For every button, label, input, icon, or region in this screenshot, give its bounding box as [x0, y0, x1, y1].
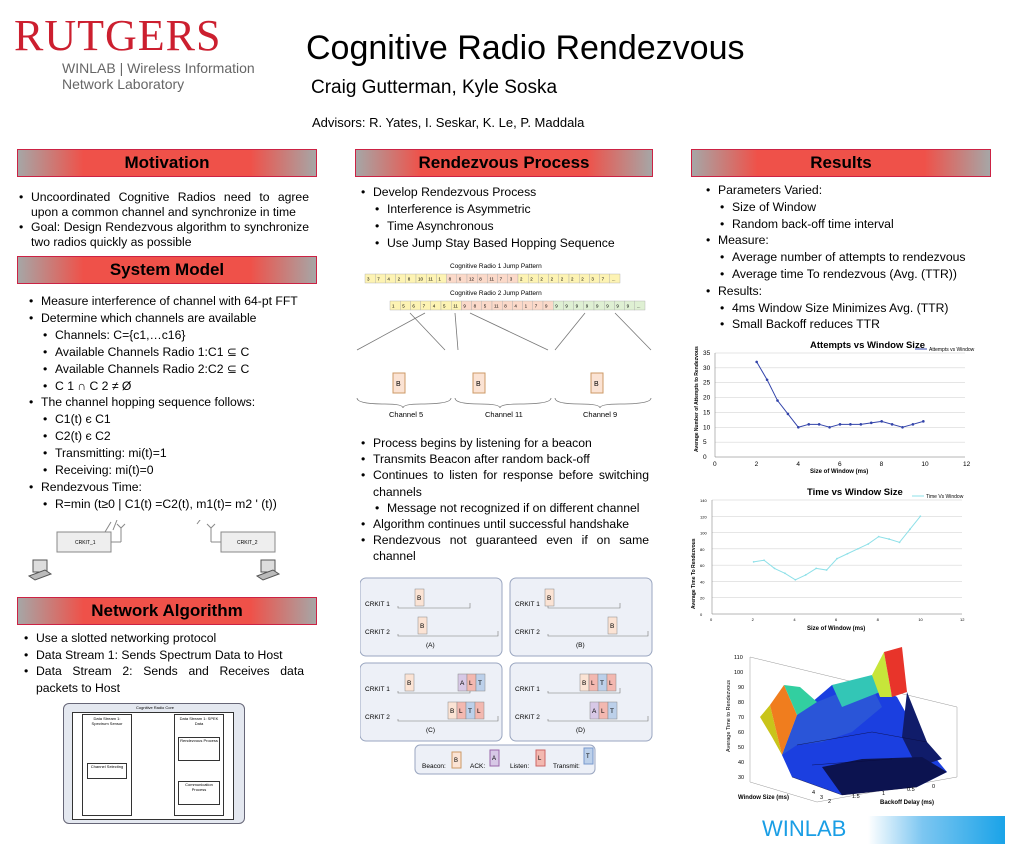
sub-list-item: • C2(t) є C2	[27, 428, 317, 445]
channel-9-label: Channel 9	[583, 410, 618, 419]
sub-list-item: • Receiving: mi(t)=0	[27, 462, 317, 479]
sub-list-item: • Available Channels Radio 2:C2 ⊆ C	[27, 361, 317, 378]
list-item: • Measure:	[704, 232, 989, 249]
crkit2-label: CRKIT 2	[515, 714, 540, 721]
z-axis-label: Average Time to Rendezvous	[726, 679, 732, 752]
x-tick-label: 12	[960, 617, 965, 622]
sub-list-item: • Interference is Asymmetric	[359, 201, 649, 218]
sequence-value: 9	[555, 303, 558, 309]
sequence-value: 3	[367, 276, 370, 282]
signal-label: L	[591, 680, 595, 687]
sub-list-item: • Size of Window	[704, 199, 989, 216]
data-point	[891, 423, 894, 426]
sequence-value: ...	[636, 303, 641, 309]
rendezvous-list-2	[359, 435, 649, 565]
winlab-logo: WINLAB	[762, 816, 847, 841]
sub-list-item: • R=min (t≥0 | C1(t) =C2(t), m1(t)= m2 ' (t))	[27, 496, 317, 513]
beacon-label: B	[396, 381, 401, 388]
y-axis-label: Average Number of Attempts to Rendezvous	[694, 346, 700, 452]
svg-text:T: T	[586, 754, 590, 760]
svg-text:30: 30	[738, 775, 745, 781]
y-tick-label: 25	[703, 379, 711, 387]
ds1-box	[82, 714, 132, 816]
crkit2-label: CRKIT 2	[365, 629, 390, 636]
x-tick-label: 0	[710, 617, 713, 622]
x-axis-label: Window Size (ms)	[738, 795, 789, 801]
sequence-value: 8	[504, 303, 507, 309]
sequence-value: 9	[545, 303, 548, 309]
data-point	[870, 422, 873, 425]
y-tick-label: 30	[703, 364, 711, 372]
channel-5-label: Channel 5	[389, 410, 424, 419]
crkit1-label: CRKIT 1	[365, 601, 390, 608]
surface-chart	[722, 647, 962, 807]
list-item: • The channel hopping sequence follows:	[27, 394, 317, 411]
results-list	[704, 182, 989, 333]
sequence-value: 9	[585, 303, 589, 309]
winlab-subtitle: WINLAB | Wireless Information Network Laboratory	[62, 60, 255, 92]
signal-label: B	[420, 623, 425, 630]
jump-pattern-diagram	[355, 258, 655, 423]
sequence-value: 2	[560, 276, 564, 282]
x-tick-label: 10	[918, 617, 923, 622]
data-point	[787, 413, 790, 416]
sequence-value: 8	[473, 303, 477, 309]
signal-label: L	[459, 708, 463, 715]
data-point	[826, 569, 828, 571]
list-item: • Uncoordinated Cognitive Radios need to agree upon a common channel and synchronize in time	[17, 190, 309, 220]
legend-listen: Listen:	[510, 763, 530, 770]
data-point	[797, 426, 800, 429]
x-tick-label: 2	[751, 617, 754, 622]
y-tick-label: 100	[700, 530, 707, 536]
rendezvous-process-box	[178, 737, 220, 761]
sub-list-item: • C1(t) є C1	[27, 411, 317, 428]
x-axis-label: Size of Window (ms)	[810, 469, 869, 475]
sub-list-item: • Average time To rendezvous (Avg. (TTR))	[704, 266, 989, 283]
ds2-box	[174, 714, 224, 816]
authors: Craig Gutterman, Kyle Soska	[311, 77, 558, 98]
svg-text:0: 0	[932, 784, 936, 790]
sub-list-item: • Transmitting: mi(t)=1	[27, 445, 317, 462]
x-tick-label: 10	[921, 461, 929, 468]
y-tick-label: 140	[700, 498, 707, 503]
network-list	[22, 630, 304, 696]
data-point	[912, 423, 915, 426]
signal-label: A	[460, 680, 465, 687]
sequence-value: 3	[509, 276, 513, 282]
x-tick-label: 12	[963, 461, 971, 468]
x-tick-label: 8	[879, 461, 884, 468]
y-tick-label: 0	[700, 612, 703, 617]
svg-text:100: 100	[734, 670, 744, 676]
y-tick-label: 10	[703, 424, 711, 432]
sequence-value: 9	[575, 303, 579, 309]
winlab-bar	[868, 816, 1005, 844]
data-point	[888, 538, 890, 540]
crkit2-label: CRKIT 2	[365, 714, 390, 721]
sequence-value: 1	[438, 276, 441, 282]
data-point	[818, 423, 821, 426]
signal-label: B	[417, 595, 422, 602]
data-point	[919, 515, 921, 517]
sub-list-item: • Channels: C={c1,…c16}	[27, 327, 317, 344]
sequence-value: 1	[524, 303, 528, 309]
sub-list-item: • Small Backoff reduces TTR	[704, 316, 989, 333]
sequence-value: 11	[494, 303, 499, 309]
svg-text:1.5: 1.5	[852, 794, 860, 800]
sub-list-item: • Average number of attempts to rendezvous	[704, 249, 989, 266]
sequence-value: ...	[611, 276, 616, 282]
sub-list-item: • Available Channels Radio 1:C1 ⊆ C	[27, 344, 317, 361]
sequence-value: 4	[432, 303, 436, 309]
sequence-value: 1	[392, 303, 395, 309]
radio1-label: CRKIT_1	[75, 540, 96, 546]
svg-text:B: B	[454, 758, 459, 764]
sequence-value: 5	[483, 303, 487, 309]
list-item: • Parameters Varied:	[704, 182, 989, 199]
svg-text:60: 60	[738, 730, 745, 736]
sequence-value: 12	[469, 276, 475, 282]
chart-title: Time vs Window Size	[807, 487, 903, 498]
sub-list-item: • 4ms Window Size Minimizes Avg. (TTR)	[704, 300, 989, 317]
signal-label: L	[469, 680, 473, 687]
svg-text:L: L	[538, 756, 542, 762]
svg-text:80: 80	[738, 700, 745, 706]
data-point	[774, 568, 776, 570]
signal-label: A	[592, 708, 597, 715]
svg-text:A: A	[492, 756, 497, 762]
radio-diagram	[25, 520, 315, 585]
sequence-value: 9	[616, 303, 619, 309]
sequence-value: 7	[422, 303, 426, 309]
sequence-value: 11	[453, 303, 458, 309]
data-point	[794, 579, 796, 581]
sequence-value: 9	[565, 303, 568, 309]
signal-label: T	[478, 680, 482, 687]
y-tick-label: 60	[700, 563, 705, 569]
y-tick-label: 40	[700, 579, 705, 585]
data-point	[753, 561, 755, 563]
attempts-chart	[688, 340, 988, 480]
sequence-value: 7	[377, 276, 380, 282]
y-tick-label: 0	[703, 454, 707, 461]
x-tick-label: 4	[796, 461, 800, 468]
y-tick: 110	[734, 655, 743, 661]
svg-text:2: 2	[828, 799, 832, 805]
system-model-list	[27, 293, 317, 513]
sequence-value: 7	[499, 276, 503, 282]
list-item: • Algorithm continues until successful handshake	[359, 516, 649, 532]
protocol-panel	[360, 578, 502, 656]
panel-caption: (C)	[426, 727, 436, 734]
list-item: • Continues to listen for response before switching channels	[359, 467, 649, 499]
sequence-value: 11	[489, 276, 495, 282]
x-tick-label: 2	[754, 461, 759, 468]
channel-11-label: Channel 11	[485, 410, 523, 419]
legend-transmit: Transmit:	[553, 763, 580, 770]
legend-label: Attempts vs Window	[929, 347, 975, 353]
list-item: • Process begins by listening for a beacon	[359, 435, 649, 451]
x-axis-label: Size of Window (ms)	[807, 626, 866, 632]
data-point	[776, 399, 779, 402]
y-tick-label: 120	[700, 514, 707, 520]
protocol-panel	[360, 663, 502, 741]
system-model-header: System Model	[17, 256, 317, 284]
signal-label: T	[468, 708, 472, 715]
data-point	[784, 572, 786, 574]
y-axis-label: Average Time To Rendezvous	[691, 538, 697, 609]
protocol-panel	[510, 663, 652, 741]
signal-label: L	[609, 680, 613, 687]
advisors: Advisors: R. Yates, I. Seskar, K. Le, P. Maddala	[312, 115, 585, 130]
data-point	[807, 423, 810, 426]
signal-label: L	[601, 708, 605, 715]
sequence-value: 2	[540, 276, 543, 282]
sequence-value: 7	[601, 276, 605, 282]
sequence-value: 2	[550, 276, 554, 282]
series-line	[754, 516, 921, 580]
data-point	[763, 559, 765, 561]
sequence-value: 9	[463, 303, 466, 309]
data-point	[878, 536, 880, 538]
list-item: • Rendezvous not guaranteed even if on same channel	[359, 532, 649, 564]
crkit2-label: CRKIT 2	[515, 629, 540, 636]
sequence-value: 2	[530, 276, 533, 282]
sequence-value: 6	[412, 303, 415, 309]
jump-pattern-2-title: Cognitive Radio 2 Jump Pattern	[450, 290, 542, 297]
backoff-axis-label: Backoff Delay (ms)	[880, 800, 935, 806]
y-tick-label: 20	[703, 394, 711, 402]
y-tick-label: 20	[700, 595, 705, 601]
crkit1-label: CRKIT 1	[515, 601, 540, 608]
signal-label: B	[450, 708, 455, 715]
ds2-label: Data Stream 1: SPEK Data	[179, 716, 219, 726]
svg-text:4: 4	[812, 790, 816, 796]
data-point	[922, 420, 925, 423]
data-point	[766, 378, 769, 381]
data-point	[909, 528, 911, 530]
list-item: • Data Stream 1: Sends Spectrum Data to Host	[22, 647, 304, 664]
data-point	[828, 426, 831, 429]
beacon-label: B	[594, 381, 599, 388]
sequence-value: 2	[581, 276, 584, 282]
data-point	[857, 548, 859, 550]
data-point	[755, 361, 758, 364]
communication-process-label: Communication Process	[185, 782, 213, 792]
core-label: Cognitive Radio Core	[136, 705, 175, 710]
sequence-value: 9	[596, 303, 599, 309]
x-tick-label: 8	[876, 617, 879, 622]
network-algorithm-header: Network Algorithm	[17, 597, 317, 625]
svg-text:50: 50	[738, 745, 745, 751]
legend-beacon: Beacon:	[422, 763, 446, 770]
svg-text:90: 90	[738, 685, 745, 691]
sequence-value: 7	[534, 303, 538, 309]
sequence-value: 2	[520, 276, 523, 282]
antenna-icon	[207, 524, 215, 542]
sequence-value: 8	[407, 276, 411, 282]
x-tick-label: 4	[793, 617, 796, 622]
list-item: • Rendezvous Time:	[27, 479, 317, 496]
chart-title: Attempts vs Window Size	[810, 340, 925, 351]
signal-label: B	[547, 595, 552, 602]
rendezvous-header: Rendezvous Process	[355, 149, 653, 177]
series-line	[757, 362, 924, 427]
sequence-value: 4	[387, 276, 390, 282]
signal-label: B	[582, 680, 587, 687]
sequence-value: 9	[606, 303, 609, 309]
rutgers-logo: RUTGERS	[14, 11, 222, 60]
sub-list-item: • Message not recognized if on different channel	[359, 500, 649, 516]
y-tick-label: 80	[700, 546, 705, 552]
sequence-value: 10	[418, 276, 424, 282]
sequence-value: 8	[448, 276, 452, 282]
data-point	[815, 568, 817, 570]
ds1-label: Data Stream 1: Spectrum Sensor	[91, 716, 123, 726]
list-item: • Develop Rendezvous Process	[359, 184, 649, 201]
jump-pattern-1-title: Cognitive Radio 1 Jump Pattern	[450, 263, 542, 270]
protocol-panel	[510, 578, 652, 656]
data-point	[849, 423, 852, 426]
signal-label: L	[477, 708, 481, 715]
signal-label: B	[407, 680, 412, 687]
svg-text:3: 3	[820, 795, 824, 801]
list-item: • Goal: Design Rendezvous algorithm to synchronize two radios quickly as possible	[17, 220, 309, 250]
panel-caption: (D)	[576, 727, 586, 734]
list-item: • Data Stream 2: Sends and Receives data packets to Host	[22, 663, 304, 696]
sub-list-item: • Use Jump Stay Based Hopping Sequence	[359, 235, 649, 252]
results-header: Results	[691, 149, 991, 177]
y-tick-label: 15	[703, 409, 711, 417]
panel-caption: (A)	[426, 642, 435, 649]
data-point	[805, 574, 807, 576]
sequence-value: 4	[514, 303, 517, 309]
svg-text:70: 70	[738, 715, 745, 721]
sub-list-item: • Time Asynchronous	[359, 218, 649, 235]
sequence-value: 5	[402, 303, 405, 309]
data-point	[880, 420, 883, 423]
sequence-value: 2	[571, 276, 574, 282]
data-point	[901, 426, 904, 429]
sequence-value: 3	[591, 276, 594, 282]
legend-label: Time Vs Window	[926, 494, 964, 500]
list-item: • Determine which channels are available	[27, 310, 317, 327]
channel-selecting-box	[87, 763, 127, 779]
network-diagram	[63, 703, 245, 824]
data-point	[836, 558, 838, 560]
sequence-value: 6	[458, 276, 462, 282]
signal-label: T	[610, 708, 614, 715]
signal-label: T	[600, 680, 604, 687]
svg-text:1: 1	[882, 791, 886, 797]
poster-title: Cognitive Radio Rendezvous	[306, 29, 745, 67]
data-point	[847, 553, 849, 555]
list-item: • Measure interference of channel with 64-pt FFT	[27, 293, 317, 310]
legend-ack: ACK:	[470, 763, 486, 770]
x-tick-label: 6	[838, 461, 842, 468]
sequence-value: 5	[443, 303, 446, 309]
sub-list-item: • Random back-off time interval	[704, 216, 989, 233]
time-chart	[688, 485, 988, 635]
signal-label: B	[610, 623, 615, 630]
data-point	[860, 423, 863, 426]
sequence-value: 11	[428, 276, 433, 282]
data-point	[899, 541, 901, 543]
motivation-header: Motivation	[17, 149, 317, 177]
sequence-value: 9	[626, 303, 630, 309]
svg-text:0.5: 0.5	[907, 787, 915, 793]
svg-text:40: 40	[738, 760, 745, 766]
protocol-panels	[360, 577, 655, 777]
x-tick-label: 6	[835, 617, 838, 622]
data-point	[867, 543, 869, 545]
rendezvous-process-label: Rendezvous Process	[180, 738, 218, 743]
motivation-list	[17, 190, 309, 250]
list-item: • Results:	[704, 283, 989, 300]
radio2-label: CRKIT_2	[237, 540, 258, 546]
crkit1-label: CRKIT 1	[365, 686, 390, 693]
sub-list-item: • C 1 ∩ C 2 ≠ Ø	[27, 378, 317, 395]
beacon-label: B	[476, 381, 481, 388]
communication-process-box	[178, 781, 220, 805]
list-item: • Transmits Beacon after random back-off	[359, 451, 649, 467]
rendezvous-list	[359, 184, 649, 252]
data-point	[839, 423, 842, 426]
sequence-value: 8	[479, 276, 482, 282]
list-item: • Use a slotted networking protocol	[22, 630, 304, 647]
channel-selecting-label: Channel Selecting	[90, 764, 124, 769]
y-tick-label: 35	[703, 350, 711, 357]
antenna-icon	[117, 524, 125, 542]
x-tick-label: 0	[713, 461, 717, 468]
y-tick-label: 5	[703, 439, 707, 447]
sequence-value: 2	[397, 276, 401, 282]
crkit1-label: CRKIT 1	[515, 686, 540, 693]
panel-caption: (B)	[576, 642, 585, 649]
